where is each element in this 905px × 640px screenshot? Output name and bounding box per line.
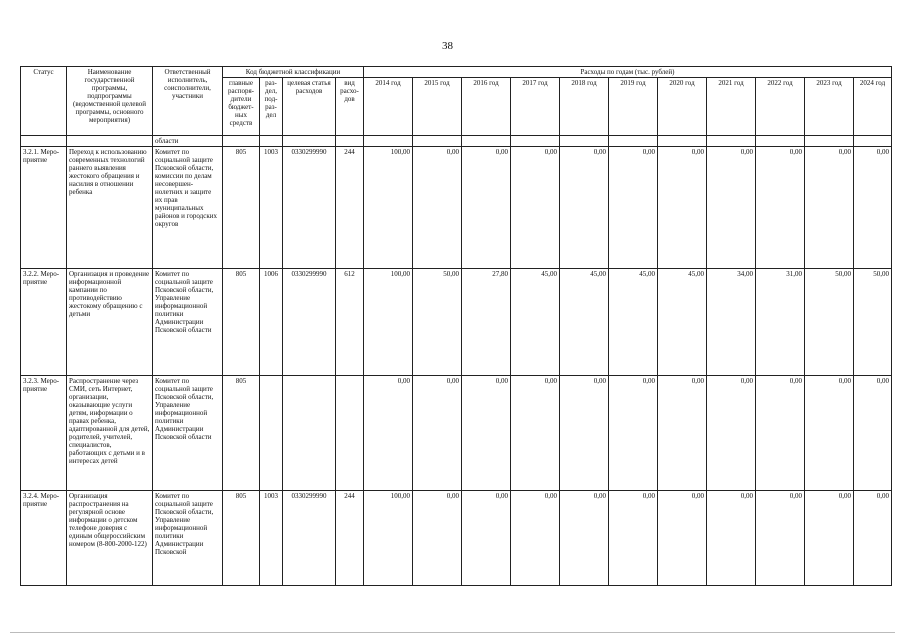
activity-name-cell: Переход к использованию современных технологий раннего выявления жестокого обращения и насилия в отношении ребенка [67, 147, 153, 269]
year-value-cell: 45,00 [511, 269, 560, 376]
year-value-cell: 50,00 [413, 269, 462, 376]
table-row [21, 147, 892, 269]
responsible-cell: Комитет по социальной защите Псковской области, Управление информационной политики Администрации Псковской области [153, 269, 223, 376]
year-value-cell: 0,00 [511, 491, 560, 586]
page-number: 38 [442, 40, 453, 52]
header-status: Статус [21, 67, 67, 136]
year-value-cell: 0,00 [609, 147, 658, 269]
expense-type-cell: 244 [336, 491, 364, 586]
header-year: 2014 год [364, 78, 413, 136]
year-value-cell: 0,00 [413, 147, 462, 269]
target-article-cell: 0330299990 [283, 269, 336, 376]
year-value-cell: 45,00 [560, 269, 609, 376]
activity-name-cell: Распространение через СМИ, сеть Интернет, организации, оказывающие услуги детям, информации о правах ребенка, адаптированной для детей, родителей, учителей, специалистов, работающих с детьми и в интересах детей [67, 376, 153, 491]
year-value-cell: 0,00 [413, 491, 462, 586]
status-cell: 3.2.3. Меро-приятие [21, 376, 67, 491]
year-value-cell: 0,00 [462, 376, 511, 491]
year-value-cell: 34,00 [707, 269, 756, 376]
header-year: 2024 год [854, 78, 892, 136]
year-value-cell: 0,00 [756, 376, 805, 491]
year-value-cell: 0,00 [658, 147, 707, 269]
responsible-cell: Комитет по социальной защите Псковской области, Управление информационной политики Администрации Псковской [153, 491, 223, 586]
year-value-cell: 0,00 [756, 491, 805, 586]
year-value-cell: 0,00 [462, 147, 511, 269]
year-value-cell: 0,00 [658, 376, 707, 491]
continuation-responsible: области [153, 136, 223, 147]
year-value-cell: 100,00 [364, 147, 413, 269]
year-value-cell: 0,00 [756, 147, 805, 269]
year-value-cell: 0,00 [707, 376, 756, 491]
expense-type-cell: 244 [336, 147, 364, 269]
target-article-cell: 0330299990 [283, 491, 336, 586]
activity-name-cell: Организация и проведение информационной кампании по противодействию жестокому обращению с детьми [67, 269, 153, 376]
section-code-cell: 1003 [260, 491, 283, 586]
header-budget-code: Код бюджетной классификации [223, 67, 364, 78]
grbs-code-cell: 805 [223, 491, 260, 586]
year-value-cell: 0,00 [511, 147, 560, 269]
status-cell: 3.2.2. Меро-приятие [21, 269, 67, 376]
header-grbs: главные распоря-дители бюджет-ных средств [223, 78, 260, 136]
header-expenses: Расходы по годам (тыс. рублей) [364, 67, 892, 78]
year-value-cell: 0,00 [707, 491, 756, 586]
expense-type-cell [336, 376, 364, 491]
header-year: 2016 год [462, 78, 511, 136]
header-year: 2022 год [756, 78, 805, 136]
header-year: 2019 год [609, 78, 658, 136]
grbs-code-cell: 805 [223, 269, 260, 376]
header-name: Наименование государственной программы, подпрограммы (ведомственной целевой программы, основного мероприятия) [67, 67, 153, 136]
header-vr: вид расхо-дов [336, 78, 364, 136]
year-value-cell: 0,00 [854, 376, 892, 491]
section-code-cell: 1006 [260, 269, 283, 376]
grbs-code-cell: 805 [223, 147, 260, 269]
year-value-cell: 0,00 [560, 491, 609, 586]
year-value-cell: 0,00 [560, 147, 609, 269]
year-value-cell: 100,00 [364, 491, 413, 586]
grbs-code-cell: 805 [223, 376, 260, 491]
header-year: 2021 год [707, 78, 756, 136]
year-value-cell: 0,00 [707, 147, 756, 269]
header-csr: целевая статья расходов [283, 78, 336, 136]
responsible-cell: Комитет по социальной защите Псковской области, Управление информационной политики Администрации Псковской области [153, 376, 223, 491]
year-value-cell: 0,00 [511, 376, 560, 491]
target-article-cell: 0330299990 [283, 147, 336, 269]
target-article-cell [283, 376, 336, 491]
budget-table [20, 66, 892, 586]
year-value-cell: 0,00 [560, 376, 609, 491]
responsible-cell: Комитет по социальной защите Псковской области, комиссии по делам несовершен-нолетних и защите их прав муниципальных районов и городских округов [153, 147, 223, 269]
year-value-cell: 0,00 [805, 147, 854, 269]
section-code-cell [260, 376, 283, 491]
header-year: 2015 год [413, 78, 462, 136]
header-rzpr: раз-дел, под-раз-дел [260, 78, 283, 136]
year-value-cell: 0,00 [805, 491, 854, 586]
header-year: 2020 год [658, 78, 707, 136]
year-value-cell: 0,00 [462, 491, 511, 586]
year-value-cell: 0,00 [854, 491, 892, 586]
year-value-cell: 31,00 [756, 269, 805, 376]
year-value-cell: 45,00 [658, 269, 707, 376]
year-value-cell: 0,00 [854, 147, 892, 269]
table-row [21, 491, 892, 586]
year-value-cell: 45,00 [609, 269, 658, 376]
year-value-cell: 0,00 [658, 491, 707, 586]
expense-type-cell: 612 [336, 269, 364, 376]
table-row [21, 376, 892, 491]
year-value-cell: 0,00 [413, 376, 462, 491]
header-year: 2017 год [511, 78, 560, 136]
section-code-cell: 1003 [260, 147, 283, 269]
header-responsible: Ответственный исполнитель, соисполнители, участники [153, 67, 223, 136]
year-value-cell: 0,00 [609, 376, 658, 491]
year-value-cell: 50,00 [805, 269, 854, 376]
scan-edge-line [10, 632, 895, 633]
year-value-cell: 0,00 [364, 376, 413, 491]
year-value-cell: 100,00 [364, 269, 413, 376]
header-year: 2018 год [560, 78, 609, 136]
year-value-cell: 50,00 [854, 269, 892, 376]
continuation-row [21, 136, 892, 147]
status-cell: 3.2.4. Меро-приятие [21, 491, 67, 586]
status-cell: 3.2.1. Меро-приятие [21, 147, 67, 269]
year-value-cell: 0,00 [609, 491, 658, 586]
activity-name-cell: Организация распространения на регулярной основе информации о детском телефоне доверия с единым общероссийским номером (8-800-2000-122) [67, 491, 153, 586]
header-year: 2023 год [805, 78, 854, 136]
table-row [21, 269, 892, 376]
year-value-cell: 0,00 [805, 376, 854, 491]
year-value-cell: 27,80 [462, 269, 511, 376]
